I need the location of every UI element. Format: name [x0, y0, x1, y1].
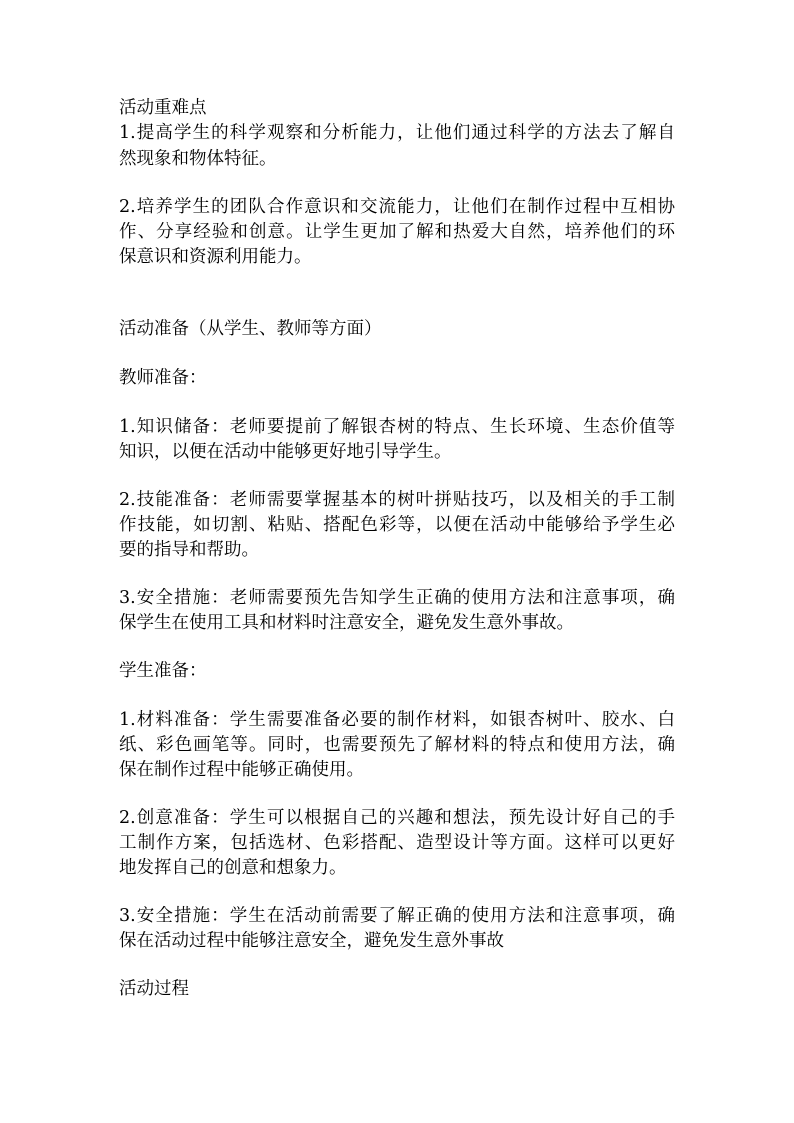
teacher-item-1-line-2: 知识，以便在活动中能够更好地引导学生。 — [119, 442, 452, 462]
key-point-1-line-2: 然现象和物体特征。 — [119, 149, 277, 169]
section-heading-preparation: 活动准备（从学生、教师等方面） — [119, 319, 382, 339]
student-item-3-line-1: 3.安全措施：学生在活动前需要了解正确的使用方法和注意事项，确 — [119, 906, 675, 926]
student-item-3-line-2: 保在活动过程中能够注意安全，避免发生意外事故 — [119, 931, 504, 951]
key-point-1-line-1: 1.提高学生的科学观察和分析能力，让他们通过科学的方法去了解自 — [119, 123, 675, 143]
subheading-teacher: 教师准备： — [119, 368, 207, 388]
student-item-2-line-1: 2.创意准备：学生可以根据自己的兴趣和想法，预先设计好自己的手 — [119, 808, 675, 828]
student-item-2-line-2: 工制作方案，包括选材、色彩搭配、造型设计等方面。这样可以更好 — [119, 833, 675, 853]
subheading-student: 学生准备： — [119, 661, 207, 681]
section-heading-key-points: 活动重难点 — [119, 98, 207, 118]
teacher-item-3-line-1: 3.安全措施：老师需要预先告知学生正确的使用方法和注意事项，确 — [119, 588, 675, 608]
teacher-item-2-line-3: 要的指导和帮助。 — [119, 540, 259, 560]
teacher-item-2-line-2: 作技能，如切割、粘贴、搭配色彩等，以便在活动中能够给予学生必 — [119, 515, 675, 535]
key-point-2-line-3: 保意识和资源利用能力。 — [119, 247, 312, 267]
key-point-2-line-1: 2.培养学生的团队合作意识和交流能力，让他们在制作过程中互相协 — [119, 197, 675, 217]
student-item-2-line-3: 地发挥自己的创意和想象力。 — [119, 858, 347, 878]
section-heading-process: 活动过程 — [119, 979, 189, 999]
student-item-1-line-2: 纸、彩色画笔等。同时，也需要预先了解材料的特点和使用方法，确 — [119, 735, 675, 755]
key-point-2-line-2: 作、分享经验和创意。让学生更加了解和热爱大自然，培养他们的环 — [119, 222, 675, 242]
student-item-1-line-3: 保在制作过程中能够正确使用。 — [119, 760, 364, 780]
teacher-item-3-line-2: 保学生在使用工具和材料时注意安全，避免发生意外事故。 — [119, 613, 574, 633]
teacher-item-2-line-1: 2.技能准备：老师需要掌握基本的树叶拼贴技巧，以及相关的手工制 — [119, 490, 675, 510]
student-item-1-line-1: 1.材料准备：学生需要准备必要的制作材料，如银杏树叶、胶水、白 — [119, 710, 675, 730]
teacher-item-1-line-1: 1.知识储备：老师要提前了解银杏树的特点、生长环境、生态价值等 — [119, 417, 675, 437]
